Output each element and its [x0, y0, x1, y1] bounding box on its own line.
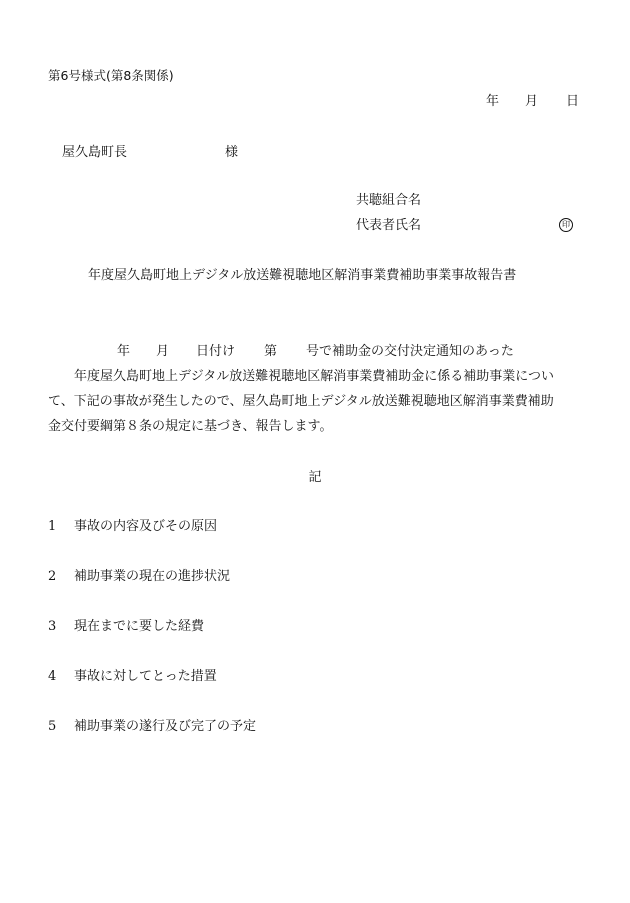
item-number: 2 [48, 569, 57, 584]
addressee-honorific: 様 [225, 145, 239, 160]
applicant-org-label: 共聴組合名 [356, 193, 422, 208]
seal-icon: 印 [559, 218, 573, 232]
body-line: 年度屋久島町地上デジタル放送難視聴地区解消事業費補助金に係る補助事業につい [74, 369, 554, 384]
date-month-label: 月 [525, 94, 539, 109]
form-number: 第6号様式(第8条関係) [48, 68, 174, 83]
item-number: 3 [48, 619, 57, 634]
list-item [48, 570, 230, 583]
ki-heading: 記 [308, 470, 322, 485]
item-number: 5 [48, 719, 57, 734]
list-item [48, 670, 217, 683]
body-line: 金交付要綱第８条の規定に基づき、報告します。 [48, 419, 333, 434]
list-item [48, 720, 256, 733]
addressee-name: 屋久島町長 [62, 145, 128, 160]
reference-day-dated: 日付け [196, 344, 236, 359]
document-title: 年度屋久島町地上デジタル放送難視聴地区解消事業費補助事業事故報告書 [88, 268, 517, 283]
body-line: て、下記の事故が発生したので、屋久島町地上デジタル放送難視聴地区解消事業費補助 [48, 394, 554, 409]
list-item [48, 620, 204, 633]
applicant-rep-label: 代表者氏名 [356, 218, 422, 233]
item-number: 1 [48, 519, 57, 534]
reference-year: 年 [117, 344, 131, 359]
item-number: 4 [48, 669, 57, 684]
item-label: 現在までに要した経費 [74, 619, 205, 634]
item-label: 補助事業の遂行及び完了の予定 [74, 719, 257, 734]
reference-month: 月 [156, 344, 170, 359]
date-day-label: 日 [566, 94, 580, 109]
date-year-label: 年 [486, 94, 500, 109]
item-label: 補助事業の現在の進捗状況 [74, 569, 231, 584]
reference-number-suffix: 号で補助金の交付決定通知のあった [306, 344, 514, 359]
list-item [48, 520, 217, 533]
item-label: 事故の内容及びその原因 [74, 519, 218, 534]
reference-number-prefix: 第 [264, 344, 278, 359]
item-label: 事故に対してとった措置 [74, 669, 217, 684]
